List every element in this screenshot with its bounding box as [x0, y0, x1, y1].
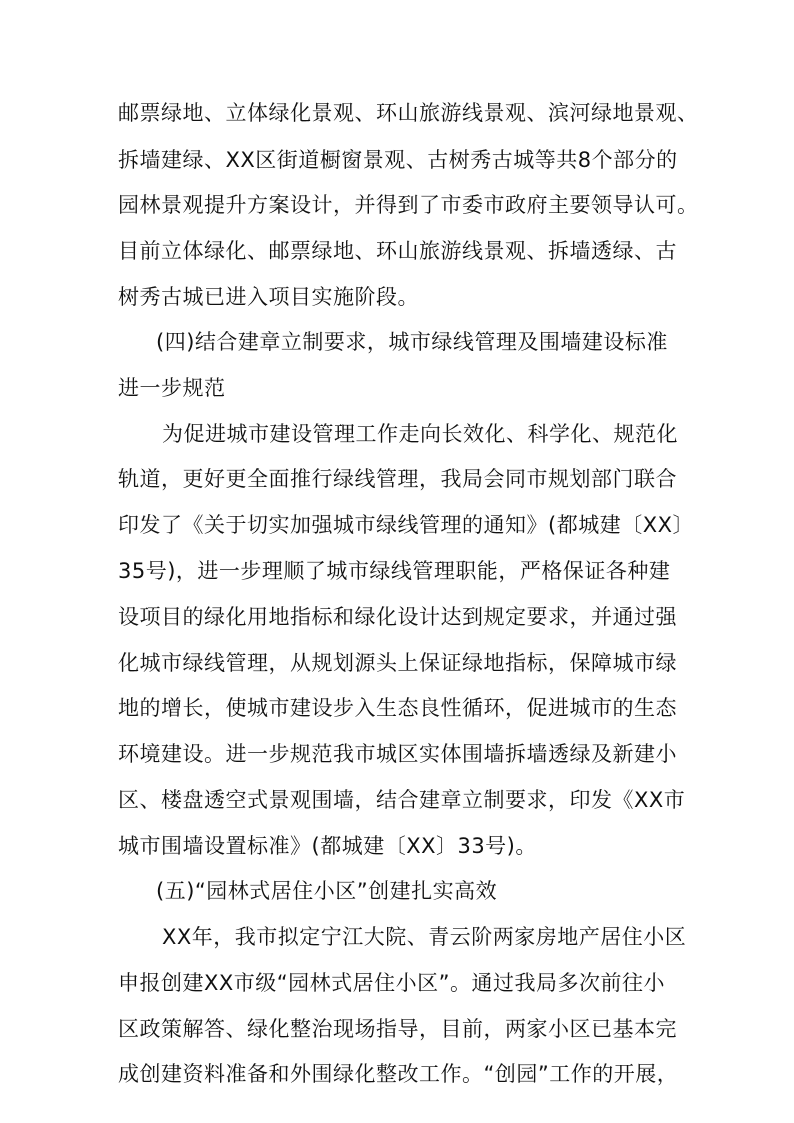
text-line: XX年，我市拟定宁江大院、青云阶两家房地产居住小区	[162, 925, 687, 949]
text-line: 区、楼盘透空式景观围墙，结合建章立制要求，印发《XX市	[118, 788, 686, 812]
text-line: 轨道，更好更全面推行绿线管理，我局会同市规划部门联合	[118, 467, 677, 491]
text-line: 成创建资料准备和外围绿化整改工作。“创园”工作的开展，	[118, 1062, 679, 1086]
section-heading-continued: 进一步规范	[118, 376, 226, 400]
text-line: 园林景观提升方案设计，并得到了市委市政府主要领导认可。	[118, 193, 699, 217]
text-line: 拆墙建绿、XX区街道橱窗景观、古树秀古城等共8个部分的	[118, 148, 678, 172]
text-line: 目前立体绿化、邮票绿地、环山旅游线景观、拆墙透绿、古	[118, 239, 677, 263]
text-line: 35号)，进一步理顺了城市绿线管理职能，严格保证各种建	[118, 559, 671, 583]
text-line: 为促进城市建设管理工作走向长效化、科学化、规范化	[162, 422, 678, 446]
text-line: 申报创建XX市级“园林式居住小区”。通过我局多次前往小	[118, 971, 666, 995]
text-line: 印发了《关于切实加强城市绿线管理的通知》(都城建〔XX〕	[118, 513, 694, 537]
text-line: 设项目的绿化用地指标和绿化设计达到规定要求，并通过强	[118, 605, 677, 629]
text-line: 化城市绿线管理，从规划源头上保证绿地指标，保障城市绿	[118, 651, 677, 675]
text-line: 树秀古城已进入项目实施阶段。	[118, 285, 419, 309]
section-heading: (四)结合建章立制要求，城市绿线管理及围墙建设标准	[156, 330, 668, 354]
section-heading: (五)“园林式居住小区”创建扎实高效	[156, 879, 498, 903]
text-line: 区政策解答、绿化整治现场指导，目前，两家小区已基本完	[118, 1017, 677, 1041]
text-line: 环境建设。进一步规范我市城区实体围墙拆墙透绿及新建小	[118, 742, 677, 766]
text-line: 地的增长，使城市建设步入生态良性循环，促进城市的生态	[118, 696, 677, 720]
text-line: 城市围墙设置标准》(都城建〔XX〕33号)。	[118, 834, 537, 858]
text-line: 邮票绿地、立体绿化景观、环山旅游线景观、滨河绿地景观、	[118, 101, 699, 125]
